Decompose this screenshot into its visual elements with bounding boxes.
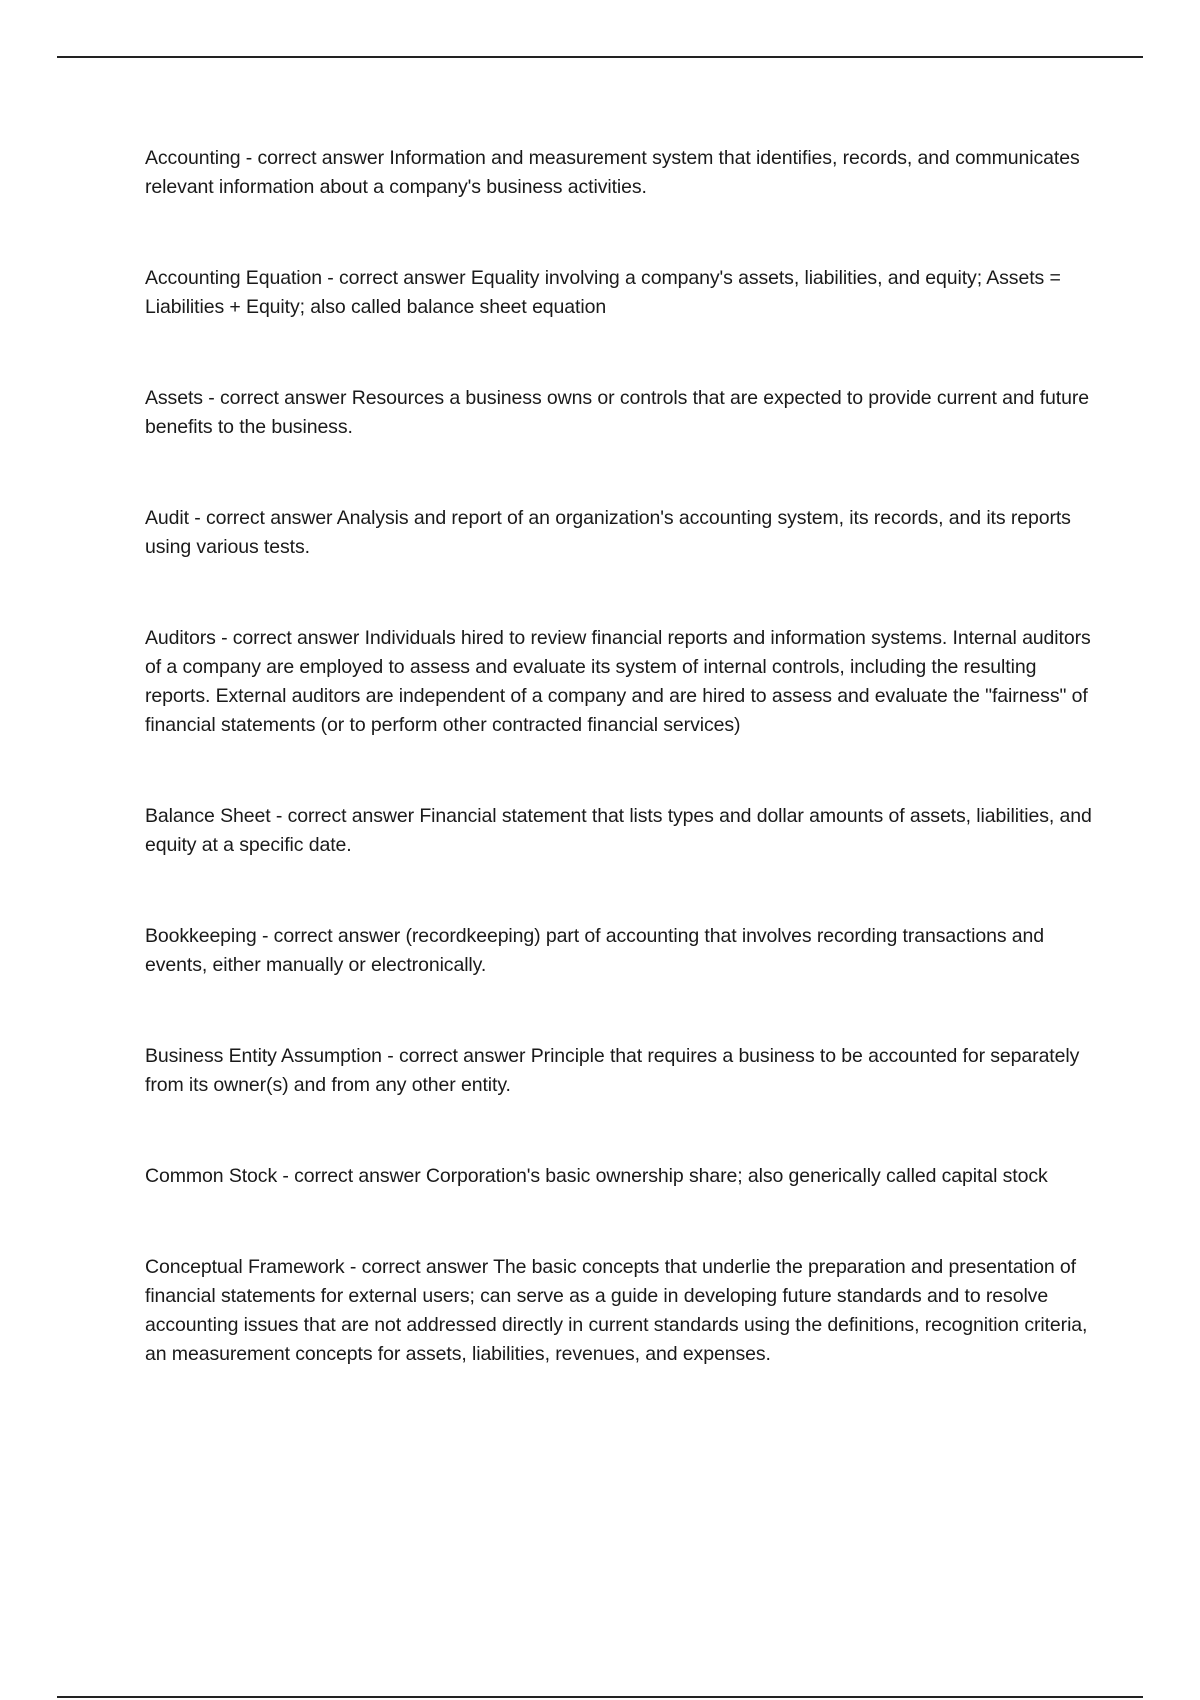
entry-separator: - correct answer [240, 147, 390, 169]
glossary-entry [145, 384, 1095, 442]
glossary-entry [145, 144, 1095, 202]
entry-term: Assets [145, 387, 203, 409]
entry-definition: The basic concepts that underlie the preparation and presentation of financial statements for external users; can serve as a guide in developing future standards and to resolve accounting issues that are not addressed directly in current standards using the definitions, recognition criteria, an measurement concepts for assets, liabilities, revenues, and expenses. [145, 1256, 1088, 1365]
entry-term: Balance Sheet [145, 805, 271, 827]
glossary-list [145, 144, 1095, 1369]
entry-separator: - correct answer [381, 1045, 531, 1067]
glossary-entry [145, 264, 1095, 322]
entry-separator: - correct answer [188, 507, 337, 529]
entry-separator: - correct answer [202, 387, 352, 409]
entry-definition: Analysis and report of an organization's accounting system, its records, and its reports using various tests. [145, 507, 1071, 558]
entry-term: Business Entity Assumption [145, 1045, 382, 1067]
entry-separator: - correct answer [215, 627, 365, 649]
entry-definition: Information and measurement system that identifies, records, and communicates relevant information about a company's business activities. [145, 147, 1080, 198]
header-rule [57, 56, 1143, 58]
entry-definition: Resources a business owns or controls that are expected to provide current and future benefits to the business. [145, 387, 1089, 438]
entry-term: Accounting [145, 147, 241, 169]
entry-definition: Individuals hired to review financial reports and information systems. Internal auditors of a company are employed to assess and evaluate its system of internal controls, including the resulting reports. External auditors are independent of a company and are hired to assess and evaluate the "fairness" of financial statements (or to perform other contracted financial services) [145, 627, 1091, 736]
entry-separator: - correct answer [270, 805, 420, 827]
entry-separator: - correct answer [321, 267, 471, 289]
glossary-entry [145, 1253, 1095, 1369]
entry-term: Common Stock [145, 1165, 278, 1187]
entry-separator: - correct answer [344, 1256, 494, 1278]
glossary-entry [145, 922, 1095, 980]
entry-definition: (recordkeeping) part of accounting that involves recording transactions and events, either manually or electronically. [145, 925, 1045, 976]
entry-definition: Corporation's basic ownership share; also generically called capital stock [425, 1165, 1048, 1187]
entry-term: Auditors [145, 627, 216, 649]
entry-term: Bookkeeping [145, 925, 257, 947]
glossary-entry [145, 504, 1095, 562]
entry-term: Conceptual Framework [145, 1256, 345, 1278]
glossary-entry [145, 1042, 1095, 1100]
entry-definition: Equality involving a company's assets, liabilities, and equity; Assets = Liabilities + Equity; also called balance sheet equation [145, 267, 1061, 318]
glossary-entry [145, 1162, 1095, 1191]
entry-term: Accounting Equation [145, 267, 322, 289]
entry-separator: - correct answer [277, 1165, 426, 1187]
entry-separator: - correct answer [256, 925, 406, 947]
glossary-entry [145, 624, 1095, 740]
footer-rule [57, 1696, 1143, 1698]
entry-definition: Financial statement that lists types and dollar amounts of assets, liabilities, and equity at a specific date. [145, 805, 1092, 856]
entry-term: Audit [145, 507, 189, 529]
glossary-entry [145, 802, 1095, 860]
entry-definition: Principle that requires a business to be accounted for separately from its owner(s) and from any other entity. [145, 1045, 1080, 1096]
